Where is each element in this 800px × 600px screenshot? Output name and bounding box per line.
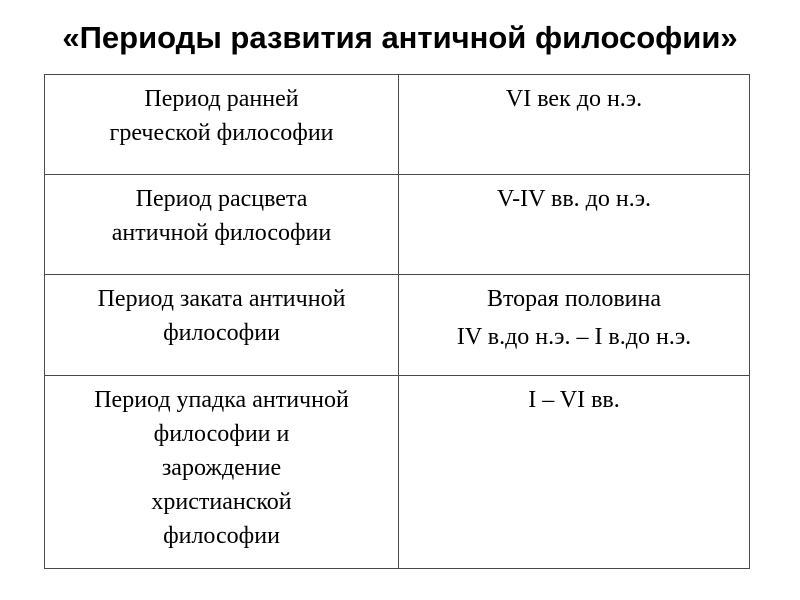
period-cell	[45, 376, 399, 569]
time-cell	[399, 175, 750, 275]
page-title: «Периоды развития античной философии»	[62, 20, 738, 55]
time-text: VI век до н.э.	[505, 86, 643, 112]
period-text: христианской	[151, 489, 292, 515]
period-text: Период упадка античной	[94, 387, 349, 413]
period-text: античной философии	[111, 220, 332, 246]
period-text: Период ранней	[144, 86, 299, 112]
time-text: V-IV вв. до н.э.	[496, 186, 652, 212]
table-row	[45, 175, 750, 275]
time-text: Вторая половина	[486, 286, 662, 312]
time-text: I – VI вв.	[528, 387, 620, 413]
period-text: философии и	[153, 421, 290, 447]
period-text: философии	[163, 320, 280, 346]
period-cell	[45, 175, 399, 275]
time-text: IV в.до н.э. – I в.до н.э.	[456, 324, 692, 350]
period-text: философии	[163, 523, 280, 549]
periods-table	[44, 74, 750, 569]
time-cell	[399, 376, 750, 569]
period-cell	[45, 275, 399, 376]
period-text: греческой философии	[109, 120, 334, 146]
period-cell	[45, 75, 399, 175]
period-text: зарождение	[161, 455, 282, 481]
time-cell	[399, 275, 750, 376]
table-row	[45, 275, 750, 376]
table-row	[45, 376, 750, 569]
time-cell	[399, 75, 750, 175]
period-text: Период расцвета	[135, 186, 308, 212]
table-row	[45, 75, 750, 175]
period-text: Период заката античной	[97, 286, 346, 312]
